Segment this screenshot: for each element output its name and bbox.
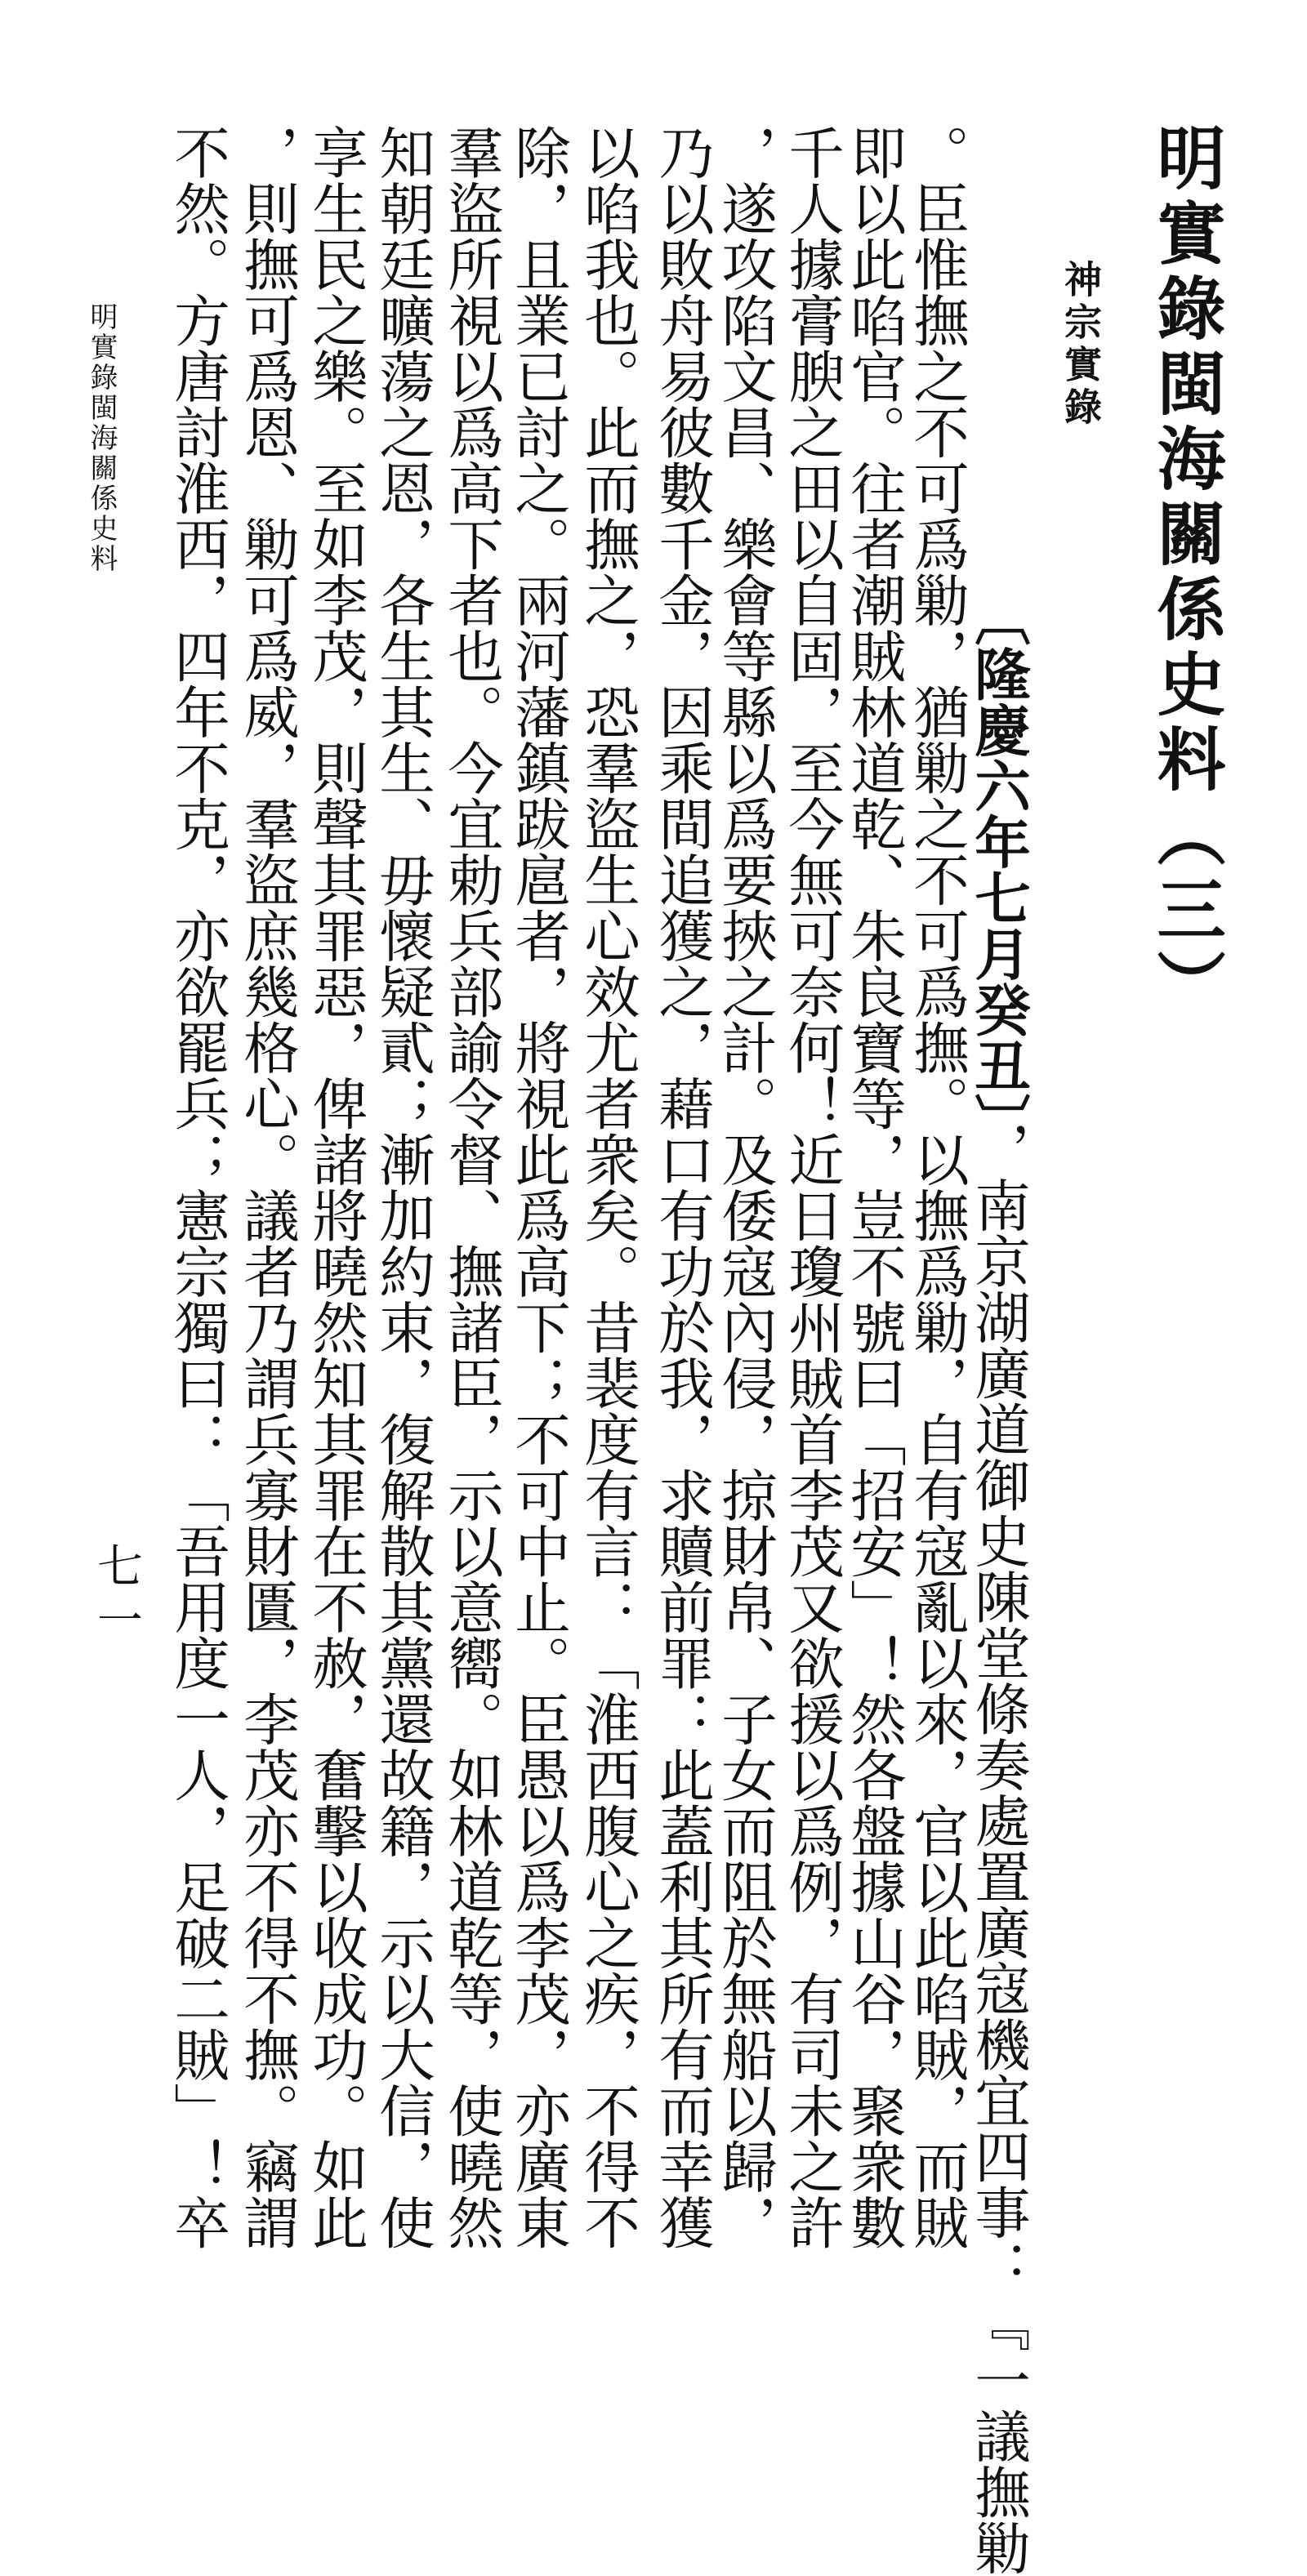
body-line: 千人據膏腴之田以自固，至今無可奈何！近日瓊州賊首李茂又欲援以爲例，有司未之許 (778, 124, 844, 2250)
body-line: 。臣惟撫之不可爲勦，猶勦之不可爲撫。以撫爲勦，自有寇亂以來，官以此啗賊，而賊 (903, 124, 969, 2250)
body-line: 享生民之樂。至如李茂，則聲其罪惡，俾諸將曉然知其罪在不赦，奮擊以收成功。如此 (302, 124, 368, 2250)
body-line: ，則撫可爲恩、勦可爲威，羣盜庶幾格心。議者乃謂兵寡財匱，李茂亦不得不撫。竊謂 (234, 124, 299, 2250)
body-line: ，遂攻陷文昌、樂會等縣以爲要挾之計。及倭寇內侵，掠財帛、子女而阻於無船以歸， (711, 124, 777, 2250)
body-line: 以啗我也。此而撫之，恐羣盜生心效尤者衆矣。昔裴度有言：「淮西腹心之疾，不得不 (574, 124, 640, 2250)
entry-date: 〔隆慶六年七月癸丑〕 (965, 590, 1030, 1121)
page-number: 七一 (90, 1542, 143, 1650)
body-line: 除，且業已討之。兩河藩鎮跋扈者，將視此爲高下；不可中止。臣愚以爲李茂，亦廣東 (505, 124, 570, 2250)
body-line: 不然。方唐討淮西，四年不克，亦欲罷兵；憲宗獨曰：「吾用度一人，足破二賊」！卒 (164, 124, 230, 2250)
body-line: 乃以敗舟易彼數千金，因乘間追獲之，藉口有功於我，求贖前罪：此蓋利其所有而幸獲 (649, 124, 714, 2250)
body-line: 羣盜所視以爲高下者也。今宜勅兵部諭令督、撫諸臣，示以意嚮。如林道乾等，使曉然 (438, 124, 503, 2250)
body-line-text: ，南京湖廣道御史陳堂條奏處置廣寇機宜四事：『一議撫勦 (965, 1121, 1030, 2576)
body-line-first (960, 590, 1030, 2576)
body-line: 知朝廷曠蕩之恩，各生其生、毋懷疑貳；漸加約束，復解散其黨還故籍，示以大信，使 (369, 124, 435, 2250)
body-line: 即以此啗官。往者潮賊林道乾、朱良寶等，豈不號曰「招安」！然各盤據山谷，聚衆數 (841, 124, 906, 2250)
running-footer-title: 明實錄閩海關係史料 (85, 302, 118, 574)
book-title: 明實錄閩海關係史料（三） (1146, 123, 1227, 1024)
section-heading: 神宗實錄 (1059, 260, 1103, 430)
